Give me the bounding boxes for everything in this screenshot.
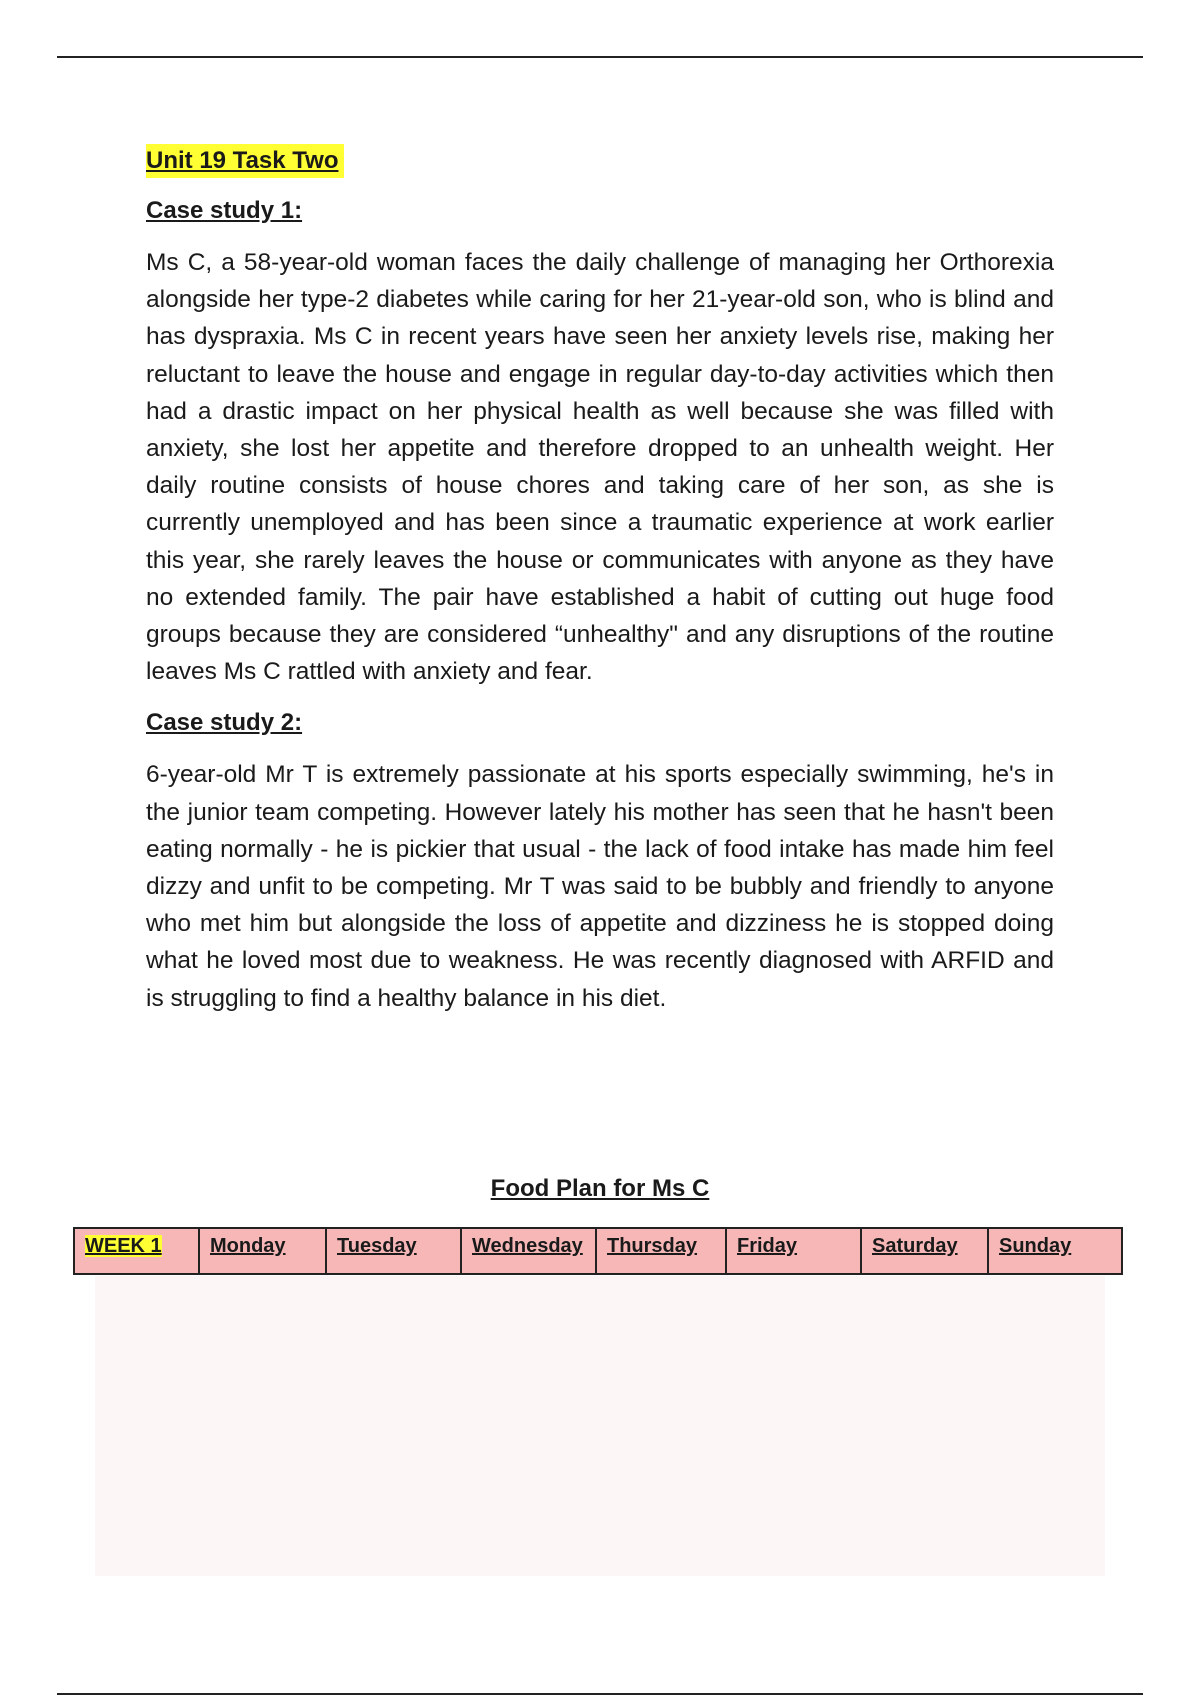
day-header-sunday: Sunday xyxy=(988,1228,1122,1274)
food-plan-header-row xyxy=(74,1228,1122,1274)
day-header-monday: Monday xyxy=(199,1228,326,1274)
week-label-cell xyxy=(74,1228,199,1274)
top-page-rule xyxy=(57,56,1143,58)
document-body xyxy=(146,144,1054,1017)
document-title: Unit 19 Task Two xyxy=(146,144,344,178)
food-plan-title: Food Plan for Ms C xyxy=(490,1175,710,1202)
day-header-friday: Friday xyxy=(726,1228,861,1274)
week-label: WEEK 1 xyxy=(85,1235,162,1257)
food-plan-empty-area xyxy=(95,1276,1105,1576)
day-header-wednesday: Wednesday xyxy=(461,1228,596,1274)
bottom-page-rule xyxy=(57,1693,1143,1695)
case-study-2-text: 6-year-old Mr T is extremely passionate at his sports especially swimming, he's in the junior team competing. However lately his mother has seen that he hasn't been eating normally - he is pickier that usual - the lack of food intake has made him feel dizzy and unfit to be competing. Mr T was said to be bubbly and friendly to anyone who met him but alongside the loss of appetite and dizziness he is stopped doing what he loved most due to weakness. He was recently diagnosed with ARFID and is struggling to find a healthy balance in his diet. xyxy=(146,761,1054,1012)
case-study-1-text: Ms C, a 58-year-old woman faces the daily challenge of managing her Orthorexia alongside her type-2 diabetes while caring for her 21-year-old son, who is blind and has dyspraxia. Ms C in recent years have seen her anxiety levels rise, making her reluctant to leave the house and engage in regular day-to-day activities which then had a drastic impact on her physical health as well because she was filled with anxiety, she lost her appetite and therefore dropped to an unhealth weight. Her daily routine consists of house chores and taking care of her son, as she is currently unemployed and has been since a traumatic experience at work earlier this year, she rarely leaves the house or communicates with anyone as they have no extended family. The pair have established a habit of cutting out huge food groups because they are considered “unhealthy" and any disruptions of the routine leaves Ms C rattled with anxiety and fear. xyxy=(146,249,1054,686)
food-plan-table xyxy=(73,1227,1123,1275)
document-title-wrapper xyxy=(146,144,1054,178)
case-study-1-heading: Case study 1: xyxy=(146,197,303,224)
day-header-thursday: Thursday xyxy=(596,1228,726,1274)
day-header-tuesday: Tuesday xyxy=(326,1228,461,1274)
day-header-saturday: Saturday xyxy=(861,1228,988,1274)
case-study-2-heading: Case study 2: xyxy=(146,709,303,737)
